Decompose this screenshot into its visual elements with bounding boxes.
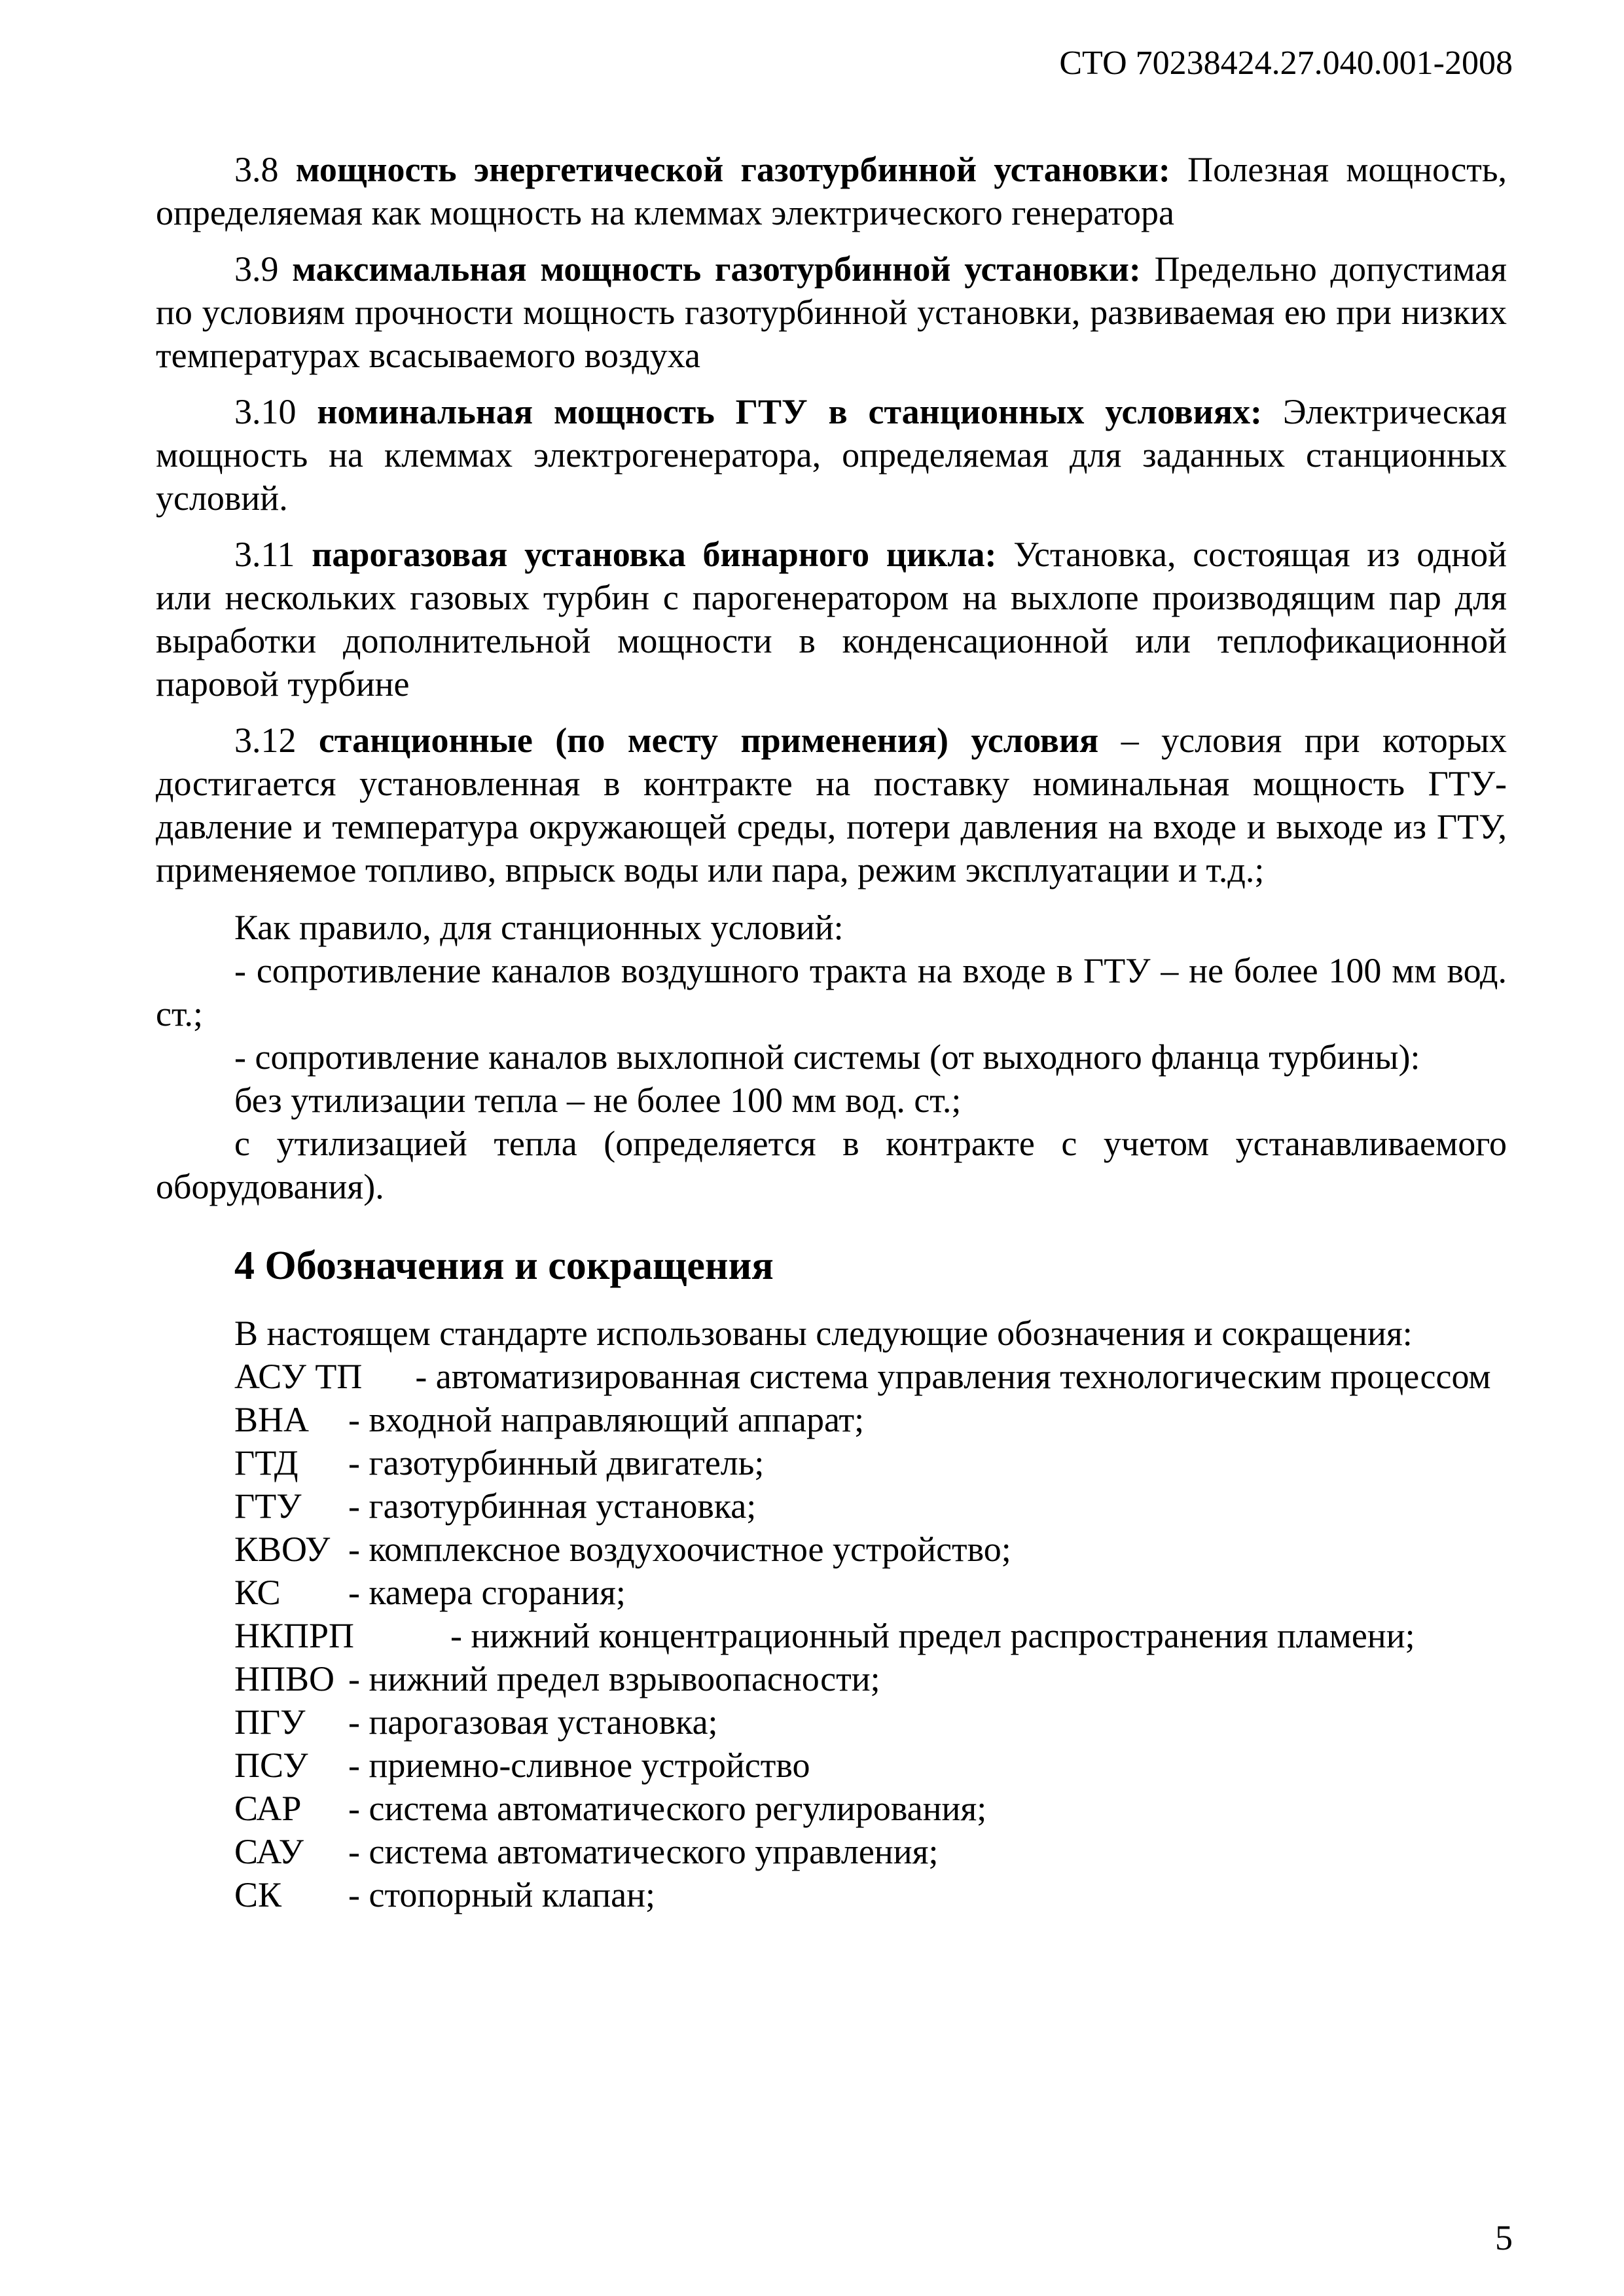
abbreviation-definition: - парогазовая установка; xyxy=(348,1702,718,1742)
abbreviation-row xyxy=(234,1441,1507,1484)
abbreviation-term: ПГУ xyxy=(234,1702,306,1742)
abbreviation-term: АСУ ТП xyxy=(234,1357,363,1396)
abbreviation-row xyxy=(234,1744,1507,1787)
abbreviation-row xyxy=(234,1571,1507,1614)
definition-3-11 xyxy=(156,533,1507,706)
abbreviation-row xyxy=(234,1873,1507,1916)
abbreviation-definition: - входной направляющий аппарат; xyxy=(348,1400,865,1439)
abbreviation-definition: - камера сгорания; xyxy=(348,1573,626,1612)
station-conditions-intro: Как правило, для станционных условий: xyxy=(234,908,844,947)
abbreviations-intro: В настоящем стандарте использованы следующие обозначения и сокращения: xyxy=(234,1314,1413,1353)
station-conditions-item: - сопротивление каналов выхлопной системы (от выходного фланца турбины): xyxy=(234,1037,1420,1077)
abbreviation-list xyxy=(156,1398,1507,1916)
abbreviation-first xyxy=(156,1355,1507,1398)
abbreviation-term: НПВО xyxy=(234,1659,335,1698)
abbreviation-term: САР xyxy=(234,1789,302,1828)
definition-3-9 xyxy=(156,247,1507,377)
definition-number: 3.8 xyxy=(234,150,279,189)
abbreviation-row xyxy=(234,1398,1507,1441)
definition-term: мощность энергетической газотурбинной установки: xyxy=(295,150,1170,189)
definition-term: парогазовая установка бинарного цикла: xyxy=(312,535,997,574)
abbreviation-term: НКПРП xyxy=(234,1616,355,1655)
abbreviation-definition: - система автоматического управления; xyxy=(348,1832,939,1871)
abbreviation-term: ГТУ xyxy=(234,1486,302,1526)
definition-term: номинальная мощность ГТУ в станционных условиях: xyxy=(317,392,1262,431)
abbreviation-term: СК xyxy=(234,1875,282,1914)
station-conditions-item: - сопротивление каналов воздушного тракта на входе в ГТУ – не более 100 мм вод. ст.; xyxy=(156,951,1507,1033)
definition-number: 3.9 xyxy=(234,249,279,289)
definition-3-8 xyxy=(156,148,1507,234)
abbreviation-definition: - приемно-сливное устройство xyxy=(348,1746,810,1785)
abbreviation-term: КВОУ xyxy=(234,1530,331,1569)
abbreviation-row xyxy=(234,1787,1507,1830)
definition-3-12 xyxy=(156,719,1507,891)
abbreviation-term: САУ xyxy=(234,1832,304,1871)
abbreviation-row xyxy=(234,1484,1507,1528)
document-code: СТО 70238424.27.040.001-2008 xyxy=(1059,45,1513,82)
page-content xyxy=(156,148,1507,1916)
abbreviation-definition: - нижний концентрационный предел распространения пламени; xyxy=(450,1616,1415,1655)
abbreviation-definition: - система автоматического регулирования; xyxy=(348,1789,987,1828)
definition-3-10 xyxy=(156,390,1507,520)
station-conditions xyxy=(156,906,1507,1208)
definition-text: – условия при которых достигается установленная в контракте на поставку номинальная мощность ГТУ- давление и температура окружающей среды, потери давления на входе и выходе из ГТУ, применяемое топливо, впрыск воды или пара, режим эксплуатации и т.д.; xyxy=(156,721,1507,889)
abbreviation-term: КС xyxy=(234,1573,281,1612)
station-conditions-item: с утилизацией тепла (определяется в контракте с учетом устанавливаемого оборудования). xyxy=(156,1124,1507,1206)
definition-term: станционные (по месту применения) условия xyxy=(318,721,1099,760)
definition-number: 3.10 xyxy=(234,392,297,431)
definition-text: Полезная мощность, определяемая как мощность на клеммах электрического генератора xyxy=(156,150,1507,232)
abbreviation-definition: - автоматизированная система управления технологическим процессом xyxy=(415,1357,1491,1396)
definition-text: Электрическая мощность на клеммах электрогенератора, определяемая для заданных станционных условий. xyxy=(156,392,1507,518)
abbreviation-definition: - газотурбинный двигатель; xyxy=(348,1443,765,1482)
page-number: 5 xyxy=(1495,2218,1513,2257)
abbreviation-term: ПСУ xyxy=(234,1746,308,1785)
abbreviation-row xyxy=(234,1614,1507,1657)
abbreviation-term: ГТД xyxy=(234,1443,298,1482)
abbreviation-row xyxy=(234,1657,1507,1700)
abbreviation-term: ВНА xyxy=(234,1400,310,1439)
abbreviation-row xyxy=(234,1700,1507,1744)
abbreviation-row xyxy=(234,1830,1507,1873)
abbreviation-row xyxy=(234,1528,1507,1571)
section-heading: 4 Обозначения и сокращения xyxy=(234,1244,774,1288)
station-conditions-item: без утилизации тепла – не более 100 мм вод. ст.; xyxy=(234,1081,962,1120)
definition-number: 3.11 xyxy=(234,535,295,574)
definition-text: Предельно допустимая по условиям прочности мощность газотурбинной установки, развиваемая ею при низких температурах всасываемого воздуха xyxy=(156,249,1507,375)
definition-number: 3.12 xyxy=(234,721,297,760)
abbreviation-definition: - комплексное воздухоочистное устройство; xyxy=(348,1530,1011,1569)
definition-term: максимальная мощность газотурбинной установки: xyxy=(292,249,1141,289)
abbreviation-definition: - нижний предел взрывоопасности; xyxy=(348,1659,880,1698)
definition-text: Установка, состоящая из одной или нескольких газовых турбин с парогенератором на выхлопе производящим пар для выработки дополнительной мощности в конденсационной или теплофикационной паровой турбине xyxy=(156,535,1507,704)
abbreviation-definition: - стопорный клапан; xyxy=(348,1875,656,1914)
abbreviation-definition: - газотурбинная установка; xyxy=(348,1486,757,1526)
